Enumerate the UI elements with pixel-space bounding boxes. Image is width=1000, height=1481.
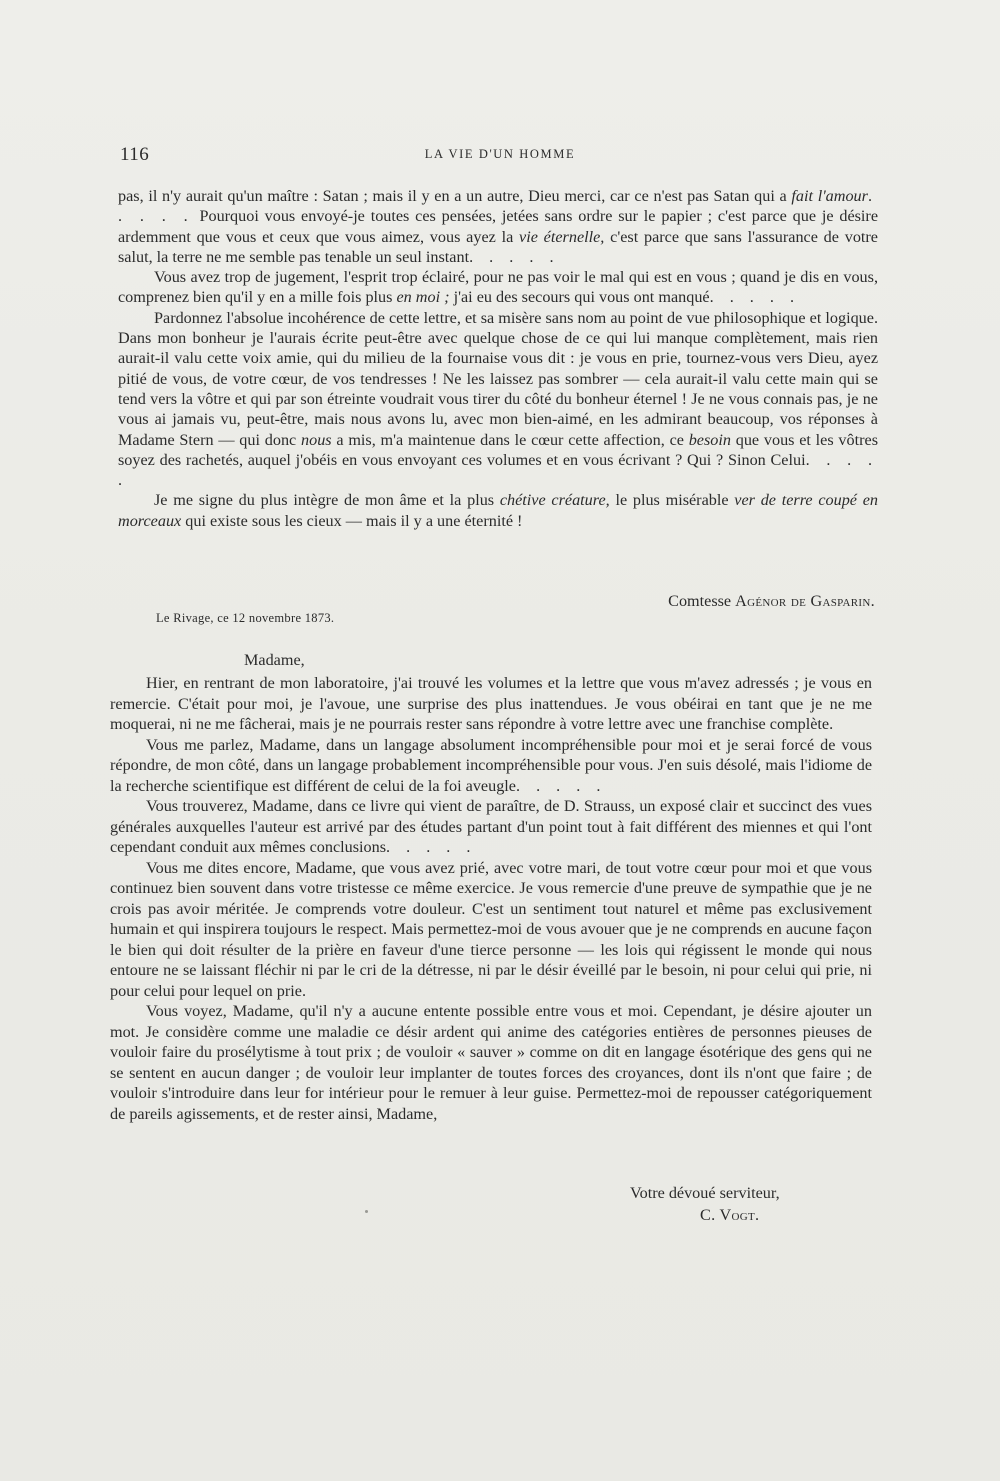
paragraph: Vous me dites encore, Madame, que vous avez prié, avec votre mari, de tout votre cœur pour moi et que vous continuez bien souvent dans votre tristesse ce même exercice. Je vous remercie d'une preuve de sympathie que je ne crois pas avoir méritée. Je comprends votre douleur. C'est un sentiment tout naturel et même pas exclusivement humain et qui inspirera toujours le respect. Mais permettez-moi de vous avouer que je ne comprends en aucune façon le bien qui doit résulter de la prière en faveur d'une tierce personne — les lois qui régissent le monde qui nous entoure ne se laissant fléchir ni par le cri de la détresse, ni par le désir éveillé par le besoin, ni pour celui qui prie, ni pour celui pour lequel on prie. <box>110 858 872 1000</box>
paragraph <box>118 490 878 531</box>
emphasis: en moi ; <box>396 288 450 307</box>
print-speck <box>365 1210 368 1213</box>
paragraph <box>110 796 872 858</box>
paragraph <box>118 186 878 267</box>
ellipsis-dots: . . . . . <box>469 247 560 266</box>
signature-prefix: Comtesse <box>668 592 736 610</box>
ellipsis-dots: . . . . . <box>118 450 879 490</box>
text-run: c'est parce que sans l'assurance de votre salut, la terre ne me semble pas tenable un seul instant <box>118 227 878 266</box>
signature-name: Agénor de Gasparin. <box>735 592 875 610</box>
emphasis: fait l'amour <box>791 187 868 205</box>
text-run: a mis, m'a maintenue dans le cœur cette affection, ce <box>331 430 689 449</box>
paragraph <box>110 735 872 797</box>
closing-formula: Votre dévoué serviteur, <box>630 1184 780 1202</box>
paragraph: Vous voyez, Madame, qu'il n'y a aucune entente possible entre vous et moi. Cependant, je désire ajouter un mot. Je considère comme une maladie ce désir ardent qui anime des catégories entières de personnes pieuses de vouloir faire du prosélytisme à tout prix ; de vouloir « sauver » comme on dit en langage ésotérique des gens qui ne se sentent en aucun danger ; de vouloir leur implanter de toutes forces des croyances, dont ils n'ont que faire ; de vouloir s'introduire dans leur for intérieur pour le remuer à leur guise. Permettez-moi de repousser catégoriquement de pareils agissements, et de rester ainsi, Madame, <box>110 1002 872 1123</box>
paragraph: Hier, en rentrant de mon laboratoire, j'ai trouvé les volumes et la lettre que vous m'avez adressés ; je vous en remercie. C'était pour moi, je l'avoue, une surprise des plus inattendues. Je vous obéirai en tant que je ne me moquerai, ni ne me fâcherai, mais je ne pourrais rester sans répondre à votre lettre avec une franchise complète. <box>110 674 872 733</box>
signature-vogt: C. Vogt. <box>700 1206 760 1224</box>
text-run: j'ai eu des secours qui vous ont manqué <box>449 288 710 307</box>
ellipsis-dots: . . . . . <box>386 838 477 856</box>
text-run: Je me signe du plus intègre de mon âme et la plus <box>154 491 500 510</box>
emphasis: ver de terre coupé en morceaux <box>118 491 878 530</box>
ellipsis-dots: . . . . . <box>118 187 878 226</box>
text-run: qui existe sous les cieux — mais il y a une éternité ! <box>181 511 523 530</box>
ellipsis-dots: . . . . . <box>709 288 801 307</box>
running-head <box>120 144 880 168</box>
emphasis: vie éternelle, <box>519 227 605 246</box>
page-number: 116 <box>120 144 150 165</box>
signature-gasparin <box>668 592 875 611</box>
paragraph <box>118 308 878 491</box>
text-run: Vous trouverez, Madame, dans ce livre qui vient de paraître, de D. Strauss, un exposé clair et succinct des vues générales auxquelles l'auteur est arrivé par des études partant d'un point tout à fait différent des miennes et qui l'ont cependant conduit aux mêmes conclusions <box>110 797 872 856</box>
emphasis: chétive créature, <box>499 491 610 510</box>
letter-from-gasparin <box>118 186 878 531</box>
text-run: Vous avez trop de jugement, l'esprit trop éclairé, pour ne pas voir le mal qui est en vous ; quand je dis en vous, comprenez bien qu'il y en a mille fois plus <box>118 268 878 307</box>
text-run: le plus misérable <box>609 491 735 510</box>
text-run: Pourquoi vous envoyé-je toutes ces pensées, jetées sans ordre sur le papier ; c'est parce que je désire ardemment que vous et ceux que vous aimez, vous ayez la <box>118 207 878 246</box>
emphasis: besoin <box>688 430 731 449</box>
running-title: LA VIE D'UN HOMME <box>424 147 576 161</box>
letter-from-vogt <box>110 673 872 1124</box>
dateline: Le Rivage, ce 12 novembre 1873. <box>156 611 335 625</box>
text-run: Vous me parlez, Madame, dans un langage absolument incompréhensible pour moi et je serai forcé de vous répondre, de mon côté, dans un langage probablement incompréhensible pour vous. J'en suis désolé, mais l'idiome de la recherche scientifique est différent de celui de la foi aveugle <box>110 735 872 795</box>
emphasis: nous <box>301 430 332 449</box>
text-run: que vous et les vôtres soyez des rachetés, auquel j'obéis en vous envoyant ces volumes et en vous écrivant ? Qui ? Sinon Celui <box>118 430 878 469</box>
text-run: pas, il n'y aurait qu'un maître : Satan ; mais il y en a un autre, Dieu merci, car ce n'est pas Satan qui a <box>118 187 792 205</box>
ellipsis-dots: . . . . . <box>515 776 607 795</box>
text-run: Pardonnez l'absolue incohérence de cette lettre, et sa misère sans nom au point de vue philosophique et logique. Dans mon bonheur je l'aurais écrite peut-être avec quelque chose de ce qui lui manque complètement, mais rien aurait-il valu cette voix amie, qui du milieu de la fournaise vous dit : je vous en prie, tournez-vous vers Dieu, ayez pitié de vous, de votre cœur, de vos tendresses ! Ne les laissez pas sombrer — cela aurait-il valu cette main qui se tend vers la vôtre et qui par son étreinte voudrait vous tirer du côté du bonheur éternel ! Je ne vous connais pas, je ne vous ai jamais vu, peut-être, mais nous avons lu, avec mon bien-aimé, en les admirant beaucoup, vos réponses à Madame Stern — qui donc <box>118 308 878 449</box>
salutation: Madame, <box>244 651 305 669</box>
paragraph <box>118 267 878 308</box>
